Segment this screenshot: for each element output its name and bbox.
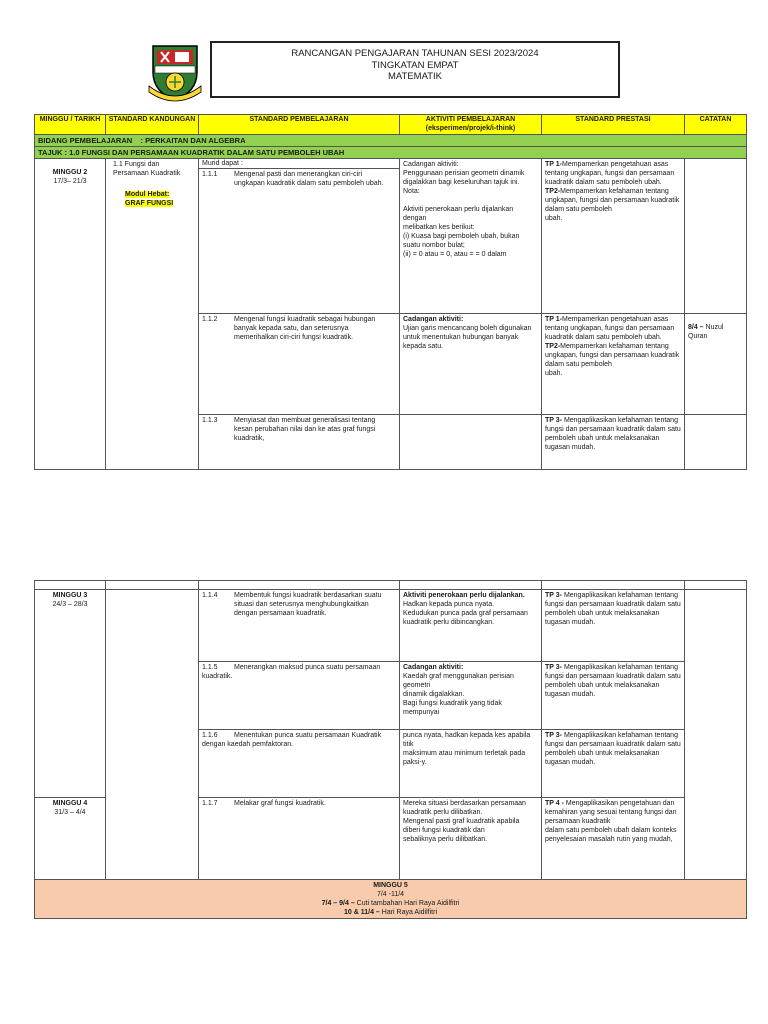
minggu-5-title: MINGGU 5 [373, 882, 408, 889]
modul-name: GRAF FUNGSI [125, 200, 174, 207]
modul-label: Modul Hebat: [125, 191, 170, 198]
week-label: MINGGU 2 [52, 169, 88, 176]
aktiviti-cell: Mereka situasi berdasarkan persamaan kuadratik perlu dilibatkan. Mengenal pasti graf kuadratik apabila diberi fungsi kuadratik dan sebaliknya perlu dilibatkan. [400, 798, 542, 880]
minggu-5-line-1: 7/4 – 9/4 – Cuti tambahan Hari Raya Aidilfitri [321, 900, 460, 907]
prestasi-cell: TP 4 - Mengaplikasikan pengetahuan dan kemahiran yang sesuai tentang fungsi dan persamaan kuadratik dalam satu pemboleh ubah dalam konteks penyelesaian masalah rutin yang mudah, [542, 798, 685, 880]
week-cell [35, 798, 106, 880]
table-row [35, 590, 747, 662]
prestasi-cell: TP 1-Mempamerkan pengetahuan asas tentang ungkapan, fungsi dan persamaan kuadratik dalam satu pemboleh ubah. TP2-Mempamerkan kefahaman tentang ungkapan, fungsi dan persamaan kuadratik dalam satu pemboleh ubah. [542, 314, 685, 415]
week-dates: 31/3 – 4/4 [54, 809, 86, 816]
header-minggu: MINGGU / TARIKH [35, 115, 106, 135]
table-header-row [35, 115, 747, 135]
plan-table-page-2 [34, 580, 747, 919]
table-row [35, 159, 747, 169]
header-standard-pembelajaran: STANDARD PEMBELAJARAN [199, 115, 400, 135]
catatan-cell: 8/4 – Nuzul Quran [685, 314, 747, 415]
sp-cell: 1.1.6 Menentukan punca suatu persamaan Kuadratik dengan kaedah pemfaktoran. [199, 730, 400, 798]
tajuk-text: TAJUK : 1.0 FUNGSI DAN PERSAMAAN KUADRATIK DALAM SATU PEMBOLEH UBAH [35, 147, 747, 159]
aktiviti-cell: Cadangan aktiviti: Penggunaan perisian geometri dinamik digalakkan bagi keseluruhan tajuk ini. Nota: Aktiviti penerokaan perlu dijalankan dengan melibatkan kes berikut: (i) Kuasa bagi pemboleh ubah, bukan suatu nombor bulat; (ii) = 0 atau = 0, atau = = 0 dalam [400, 159, 542, 314]
header-standard-kandungan: STANDARD KANDUNGAN [106, 115, 199, 135]
aktiviti-cell: Cadangan aktiviti: Kaedah graf menggunakan perisian geometri dinamik digalakkan. Bagi fungsi kuadratik yang tidak mempunyai [400, 662, 542, 730]
title-line-2: TINGKATAN EMPAT [371, 59, 459, 71]
school-logo [145, 42, 205, 104]
catatan-cell [685, 159, 747, 314]
week-label: MINGGU 3 [52, 592, 88, 599]
week-cell [35, 590, 106, 798]
catatan-cell [685, 590, 747, 880]
standard-kandungan-cell [106, 590, 199, 880]
sp-cell: 1.1.2 Mengenal fungsi kuadratik sebagai hubungan banyak kepada satu, dan seterusnya memerihalkan ciri-ciri fungsi kuadratik. [199, 314, 400, 415]
aktiviti-cell [400, 415, 542, 470]
title-line-1: RANCANGAN PENGAJARAN TAHUNAN SESI 2023/2024 [291, 48, 539, 59]
header-aktiviti: AKTIVITI PEMBELAJARAN (eksperimen/projek/i-think) [400, 115, 542, 135]
aktiviti-cell: Aktiviti penerokaan perlu dijalankan. Hadkan kepada punca nyata. Kedudukan punca pada graf persamaan kuadratik perlu dibincangkan. [400, 590, 542, 662]
header-catatan: CATATAN [685, 115, 747, 135]
aktiviti-cell: Cadangan aktiviti: Ujian garis mencancang boleh digunakan untuk menentukan hubungan banyak kepada satu. [400, 314, 542, 415]
sp-cell: 1.1.7 Melakar graf fungsi kuadratik. [199, 798, 400, 880]
prestasi-cell: TP 3- Mengaplikasikan kefahaman tentang fungsi dan persamaan kuadratik dalam satu pemboleh ubah untuk melaksanakan tugasan mudah. [542, 662, 685, 730]
week-dates: 24/3 – 28/3 [52, 601, 88, 608]
catatan-cell [685, 415, 747, 470]
prestasi-cell: TP 3- Mengaplikasikan kefahaman tentang fungsi dan persamaan kuadratik dalam satu pemboleh ubah untuk melaksanakan tugasan mudah. [542, 590, 685, 662]
sp-cell: 1.1.4 Membentuk fungsi kuadratik berdasarkan suatu situasi dan seterusnya menghubungkaitkan dengan persamaan kuadratik. [199, 590, 400, 662]
plan-table-page-1 [34, 114, 747, 470]
sp-cell: 1.1.1 Mengenal pasti dan menerangkan ciri-ciri ungkapan kuadratik dalam satu pemboleh ubah. [199, 169, 400, 314]
document-title-box [210, 41, 620, 98]
standard-kandungan-cell [106, 159, 199, 470]
title-line-3: MATEMATIK [387, 71, 442, 82]
sk-text: 1.1 Fungsi dan Persamaan Kuadratik [113, 161, 181, 177]
week-label: MINGGU 4 [52, 800, 88, 807]
prestasi-cell: TP 3- Mengaplikasikan kefahaman tentang fungsi dan persamaan kuadratik dalam satu pemboleh ubah untuk melaksanakan tugasan mudah. [542, 730, 685, 798]
week-cell [35, 159, 106, 470]
minggu-5-dates: 7/4 -11/4 [376, 891, 405, 898]
table-row [35, 581, 747, 590]
header-standard-prestasi: STANDARD PRESTASI [542, 115, 685, 135]
week-dates: 17/3– 21/3 [53, 178, 87, 185]
minggu-5-line-2: 10 & 11/4 – Hari Raya Aidilfitri [344, 909, 437, 916]
prestasi-cell: TP 1-Mempamerkan pengetahuan asas tentang ungkapan, fungsi dan persamaan kuadratik dalam satu pemboleh ubah. TP2-Mempamerkan kefahaman tentang ungkapan, fungsi dan persamaan kuadratik dalam satu pemboleh ubah. [542, 159, 685, 314]
minggu-5-cell [35, 880, 747, 919]
minggu-5-row [35, 880, 747, 919]
tajuk-row [35, 147, 747, 159]
murid-cell: Murid dapat : [199, 159, 400, 169]
prestasi-cell: TP 3- Mengaplikasikan kefahaman tentang fungsi dan persamaan kuadratik dalam satu pemboleh ubah untuk melaksanakan tugasan mudah. [542, 415, 685, 470]
sp-cell: 1.1.5 Menerangkan maksud punca suatu persamaan kuadratik. [199, 662, 400, 730]
bidang-row [35, 135, 747, 147]
bidang-text: BIDANG PEMBELAJARAN : PERKAITAN DAN ALGEBRA [35, 135, 747, 147]
aktiviti-cell: punca nyata, hadkan kepada kes apabila titik maksimum atau minimum terletak pada paksi-y. [400, 730, 542, 798]
sp-cell: 1.1.3 Menyiasat dan membuat generalisasi tentang kesan perubahan nilai dan ke atas graf fungsi kuadratik, [199, 415, 400, 470]
